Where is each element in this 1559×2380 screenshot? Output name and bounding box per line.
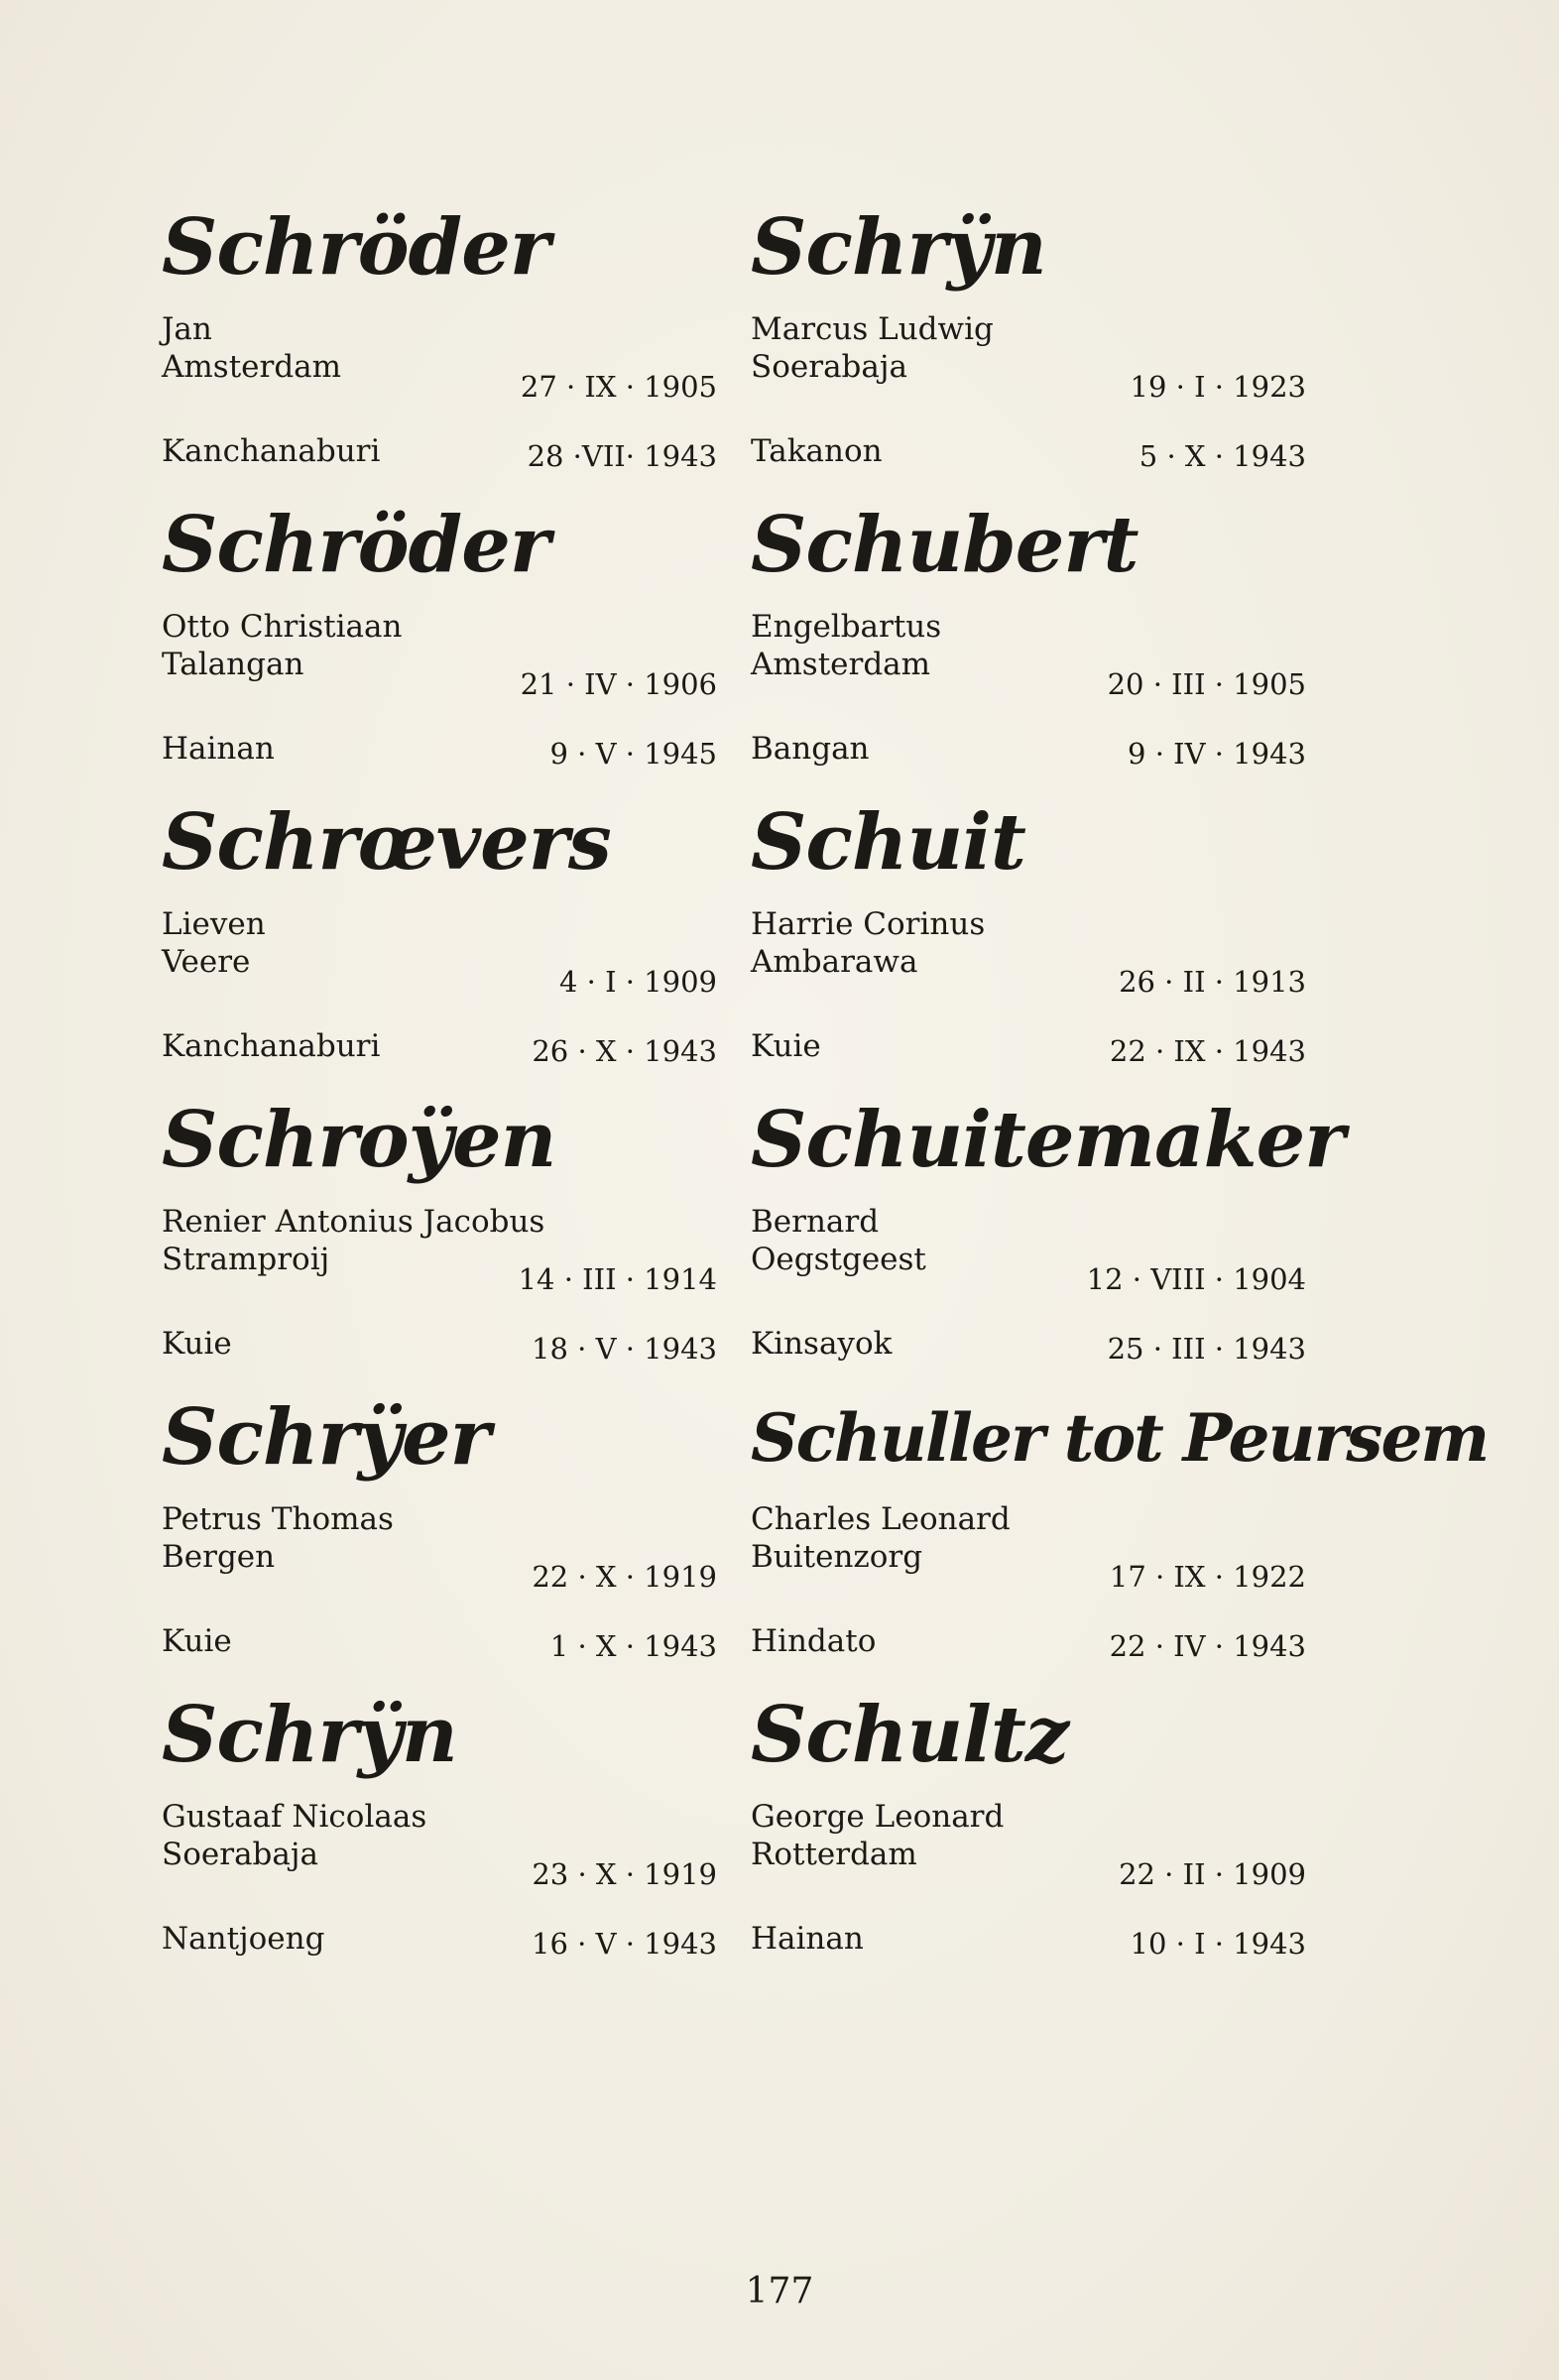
right-column — [751, 193, 1489, 1978]
death-place: Kanchanaburi — [162, 433, 381, 469]
birth-place: Veere — [162, 944, 251, 980]
death-date: 9 · V · 1945 — [549, 737, 717, 771]
entry — [751, 1681, 1306, 1978]
birth-place: Soerabaja — [162, 1837, 318, 1872]
death-date: 16 · V · 1943 — [532, 1927, 717, 1961]
entry — [162, 1383, 717, 1681]
birth-place: Amsterdam — [162, 349, 342, 385]
entry — [751, 1383, 1489, 1681]
death-date: 26 · X · 1943 — [532, 1034, 717, 1068]
surname: Schuit — [751, 797, 1025, 888]
birth-date: 23 · X · 1919 — [532, 1857, 717, 1891]
birth-place: Buitenzorg — [751, 1539, 923, 1575]
birth-date: 22 · II · 1909 — [1119, 1857, 1306, 1891]
birth-place: Stramproij — [162, 1242, 330, 1277]
surname: Schrÿer — [162, 1392, 490, 1483]
given-names: Renier Antonius Jacobus — [162, 1204, 545, 1240]
surname: Schröder — [162, 500, 549, 590]
given-names: Jan — [162, 311, 212, 347]
birth-date: 17 · IX · 1922 — [1109, 1560, 1306, 1594]
birth-place: Bergen — [162, 1539, 276, 1575]
death-date: 18 · V · 1943 — [532, 1332, 717, 1366]
death-place: Kuie — [162, 1326, 232, 1362]
given-names: Lieven — [162, 906, 266, 942]
entry — [751, 193, 1306, 491]
birth-date: 12 · VIII · 1904 — [1086, 1262, 1306, 1296]
surname: Schrœvers — [162, 797, 611, 888]
entry — [162, 491, 717, 788]
birth-place: Soerabaja — [751, 349, 907, 385]
death-place: Kuie — [162, 1623, 232, 1659]
birth-date: 21 · IV · 1906 — [520, 667, 717, 701]
birth-date: 27 · IX · 1905 — [520, 370, 717, 404]
death-place: Kinsayok — [751, 1326, 893, 1362]
entry — [751, 491, 1306, 788]
birth-date: 22 · X · 1919 — [532, 1560, 717, 1594]
death-date: 5 · X · 1943 — [1139, 439, 1306, 473]
entry — [162, 788, 717, 1086]
birth-place: Oegstgeest — [751, 1242, 926, 1277]
entry — [751, 788, 1306, 1086]
birth-date: 26 · II · 1913 — [1119, 965, 1306, 999]
surname: Schrÿn — [751, 202, 1046, 293]
birth-date: 20 · III · 1905 — [1107, 667, 1306, 701]
given-names: Petrus Thomas — [162, 1501, 394, 1537]
entry — [751, 1086, 1345, 1383]
given-names: Engelbartus — [751, 609, 942, 645]
left-column — [162, 193, 717, 1978]
surname: Schubert — [751, 500, 1139, 590]
surname: Schuller tot Peursem — [751, 1399, 1489, 1477]
death-place: Hainan — [162, 731, 275, 767]
entry — [162, 1086, 717, 1383]
death-date: 25 · III · 1943 — [1107, 1332, 1306, 1366]
death-date: 10 · I · 1943 — [1130, 1927, 1306, 1961]
entry — [162, 193, 717, 491]
surname: Schröder — [162, 202, 549, 293]
birth-place: Talangan — [162, 647, 304, 682]
death-date: 1 · X · 1943 — [549, 1629, 717, 1663]
death-place: Hainan — [751, 1921, 864, 1957]
surname: Schultz — [751, 1690, 1069, 1780]
birth-date: 4 · I · 1909 — [558, 965, 717, 999]
death-date: 9 · IV · 1943 — [1128, 737, 1306, 771]
given-names: Harrie Corinus — [751, 906, 986, 942]
birth-place: Ambarawa — [751, 944, 918, 980]
death-date: 22 · IV · 1943 — [1109, 1629, 1306, 1663]
death-place: Takanon — [751, 433, 883, 469]
given-names: Marcus Ludwig — [751, 311, 994, 347]
page-number: 177 — [745, 2271, 814, 2312]
surname: Schroÿen — [162, 1095, 556, 1185]
given-names: Gustaaf Nicolaas — [162, 1799, 427, 1835]
death-date: 22 · IX · 1943 — [1109, 1034, 1306, 1068]
death-place: Kuie — [751, 1028, 821, 1064]
death-place: Kanchanaburi — [162, 1028, 381, 1064]
entry — [162, 1681, 717, 1978]
surname: Schrÿn — [162, 1690, 457, 1780]
given-names: Bernard — [751, 1204, 880, 1240]
given-names: Charles Leonard — [751, 1501, 1011, 1537]
birth-place: Amsterdam — [751, 647, 931, 682]
birth-date: 19 · I · 1923 — [1130, 370, 1306, 404]
death-place: Nantjoeng — [162, 1921, 325, 1957]
given-names: George Leonard — [751, 1799, 1005, 1835]
death-date: 28 ·VII· 1943 — [527, 439, 717, 473]
given-names: Otto Christiaan — [162, 609, 403, 645]
death-place: Hindato — [751, 1623, 877, 1659]
surname: Schuitemaker — [751, 1095, 1345, 1185]
birth-date: 14 · III · 1914 — [518, 1262, 717, 1296]
death-place: Bangan — [751, 731, 870, 767]
birth-place: Rotterdam — [751, 1837, 917, 1872]
